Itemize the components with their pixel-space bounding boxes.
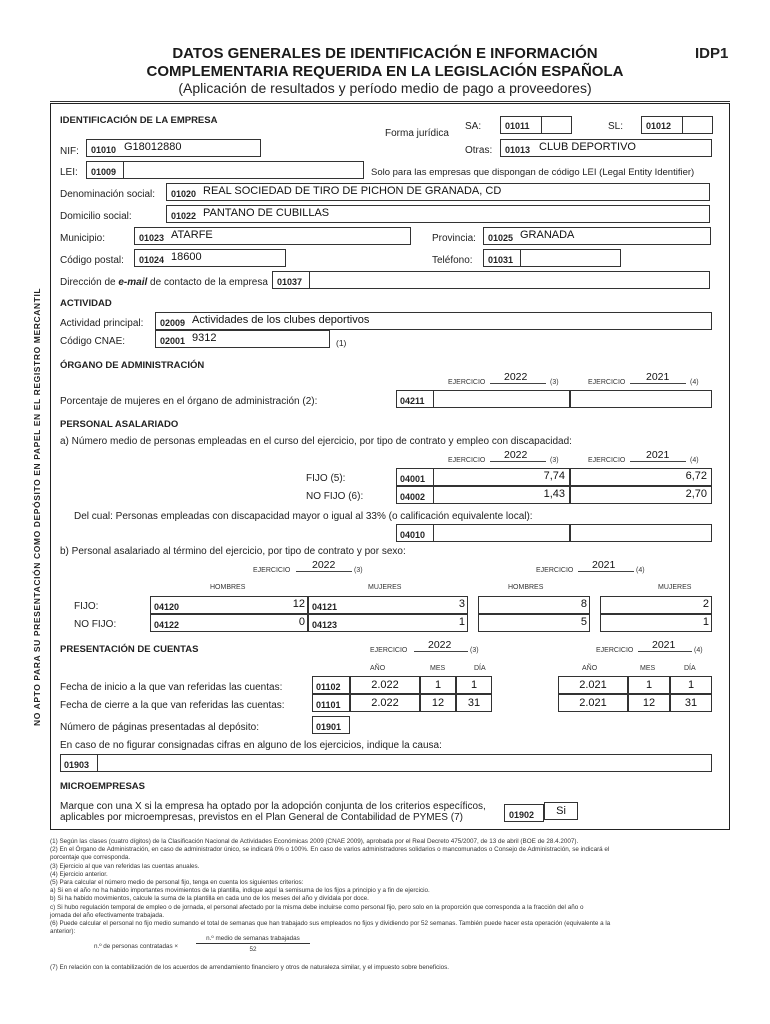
discapacidad-field-2021[interactable] [570, 524, 712, 542]
otras-value: CLUB DEPORTIVO [539, 141, 636, 153]
micro-line-1: Marque con una X si la empresa ha optado por la adopción conjunta de los criterios específicos, [60, 801, 486, 812]
fijo-value-2022: 7,74 [543, 470, 565, 482]
sl-label: SL: [608, 121, 624, 132]
section-actividad: ACTIVIDAD [60, 298, 112, 309]
cuentas-mes-1: MES [430, 665, 446, 672]
nofijo-value-2021: 2,70 [685, 488, 707, 500]
footnote-6-cont: anterior): [50, 928, 76, 936]
b-mujeres-header-1: MUJERES [368, 584, 402, 591]
email-field[interactable] [272, 271, 710, 289]
b-nofijo-m-2022: 1 [458, 616, 465, 628]
cuentas-anio-2: AÑO [582, 665, 598, 672]
cuentas-ej1: 2022 [428, 639, 452, 651]
mujeres-field-2021[interactable] [570, 390, 712, 408]
b-fijo-m-2022: 3 [458, 598, 465, 610]
cp-value: 18600 [171, 251, 202, 263]
organo-ej2-line [630, 383, 686, 384]
cuentas-ejercicio-label-2: EJERCICIO [596, 647, 634, 654]
personal-a-label: a) Número medio de personas empleadas en el curso del ejercicio, por tipo de contrato y empleo con discapacidad: [60, 436, 572, 447]
personal-ej1-note: (3) [550, 457, 559, 464]
cnae-note: (1) [336, 338, 347, 348]
personal-ej2-note: (4) [690, 457, 699, 464]
nofijo-label: NO FIJO (6): [306, 491, 364, 502]
fecha-cierre-code: 01101 [316, 700, 341, 710]
denominacion-field[interactable] [166, 183, 710, 201]
mujeres-code: 04211 [400, 396, 425, 406]
sa-label: SA: [465, 121, 482, 132]
cuentas-ej2: 2021 [652, 639, 676, 651]
municipio-label: Municipio: [60, 233, 106, 244]
organo-ejercicio-label-1: EJERCICIO [448, 379, 486, 386]
organo-ej2: 2021 [646, 371, 670, 383]
b-hombres-header-1: HOMBRES [210, 584, 246, 591]
footnote-5a: a) Si en el año no ha habido importantes movimientos de la plantilla, indique aquí la semisuma de los fijos a principio y a fin de ejercicio. [50, 887, 430, 895]
fijo-label: FIJO (5): [306, 473, 346, 484]
municipio-code: 01023 [139, 233, 165, 243]
nofijo-code: 04002 [400, 492, 426, 502]
footnote-4: (4) Ejercicio anterior. [50, 870, 108, 878]
section-organo: ÓRGANO DE ADMINISTRACIÓN [60, 360, 205, 371]
sa-field[interactable] [500, 116, 572, 134]
section-cuentas: PRESENTACIÓN DE CUENTAS [60, 644, 199, 655]
footnote-1: (1) Según las clases (cuatro dígitos) de la Clasificación Nacional de Actividades Económicas 2009 (CNAE 2009), aprobada por el Real Decreto 475/2007, de 13 de abril (BOE de 28.4.2007). [50, 838, 579, 845]
section-microempresas: MICROEMPRESAS [60, 781, 145, 792]
cnae-code: 02001 [160, 336, 186, 346]
b-ej1: 2022 [312, 559, 336, 571]
fecha-cierre-dia-2021[interactable]: 31 [670, 694, 712, 712]
cuentas-ej1-line [414, 651, 468, 652]
header-divider [50, 101, 730, 102]
discapacidad-field-2022[interactable] [396, 524, 570, 542]
b-nofijo-h-code: 04122 [154, 620, 180, 630]
fecha-cierre-label: Fecha de cierre a la que van referidas las cuentas: [60, 700, 285, 711]
causa-label: En caso de no figurar consignadas cifras en alguno de los ejercicios, indique la causa: [60, 740, 442, 751]
organo-ej1: 2022 [504, 371, 528, 383]
cp-code: 01024 [139, 255, 165, 265]
fecha-inicio-dia-2022[interactable]: 1 [456, 676, 492, 694]
provincia-field[interactable] [483, 227, 711, 245]
domicilio-field[interactable] [166, 205, 710, 223]
cp-field[interactable] [134, 249, 286, 267]
actividad-code: 02009 [160, 318, 186, 328]
fecha-cierre-dia-2022[interactable]: 31 [456, 694, 492, 712]
b-fijo-label: FIJO: [74, 601, 99, 612]
fecha-cierre-mes-2021[interactable]: 12 [628, 694, 670, 712]
provincia-code: 01025 [488, 233, 514, 243]
fecha-inicio-label: Fecha de inicio a la que van referidas las cuentas: [60, 682, 283, 693]
nofijo-value-2022: 1,43 [543, 488, 565, 500]
cuentas-dia-1: DÍA [474, 665, 486, 672]
municipio-field[interactable] [134, 227, 411, 245]
b-ej1-note: (3) [354, 567, 363, 574]
title-line-1: DATOS GENERALES DE IDENTIFICACIÓN E INFORMACIÓN [172, 45, 598, 62]
fecha-inicio-anio-2022[interactable]: 2.022 [350, 676, 420, 694]
b-ejercicio-label-1: EJERCICIO [253, 567, 291, 574]
fecha-inicio-code-box [312, 676, 350, 694]
b-fijo-m-code: 04121 [312, 602, 338, 612]
footnote-5c-cont: jornada del año efectivamente trabajada. [50, 911, 165, 919]
footnote-2: (2) En el Órgano de Administración, en caso de administrador único, se indicará 0% o 100%. En caso de varios administradores solidarios o mancomunados o Consejo de Administración, se indicará el [50, 846, 610, 854]
b-ej2: 2021 [592, 559, 616, 571]
sl-field[interactable] [641, 116, 713, 134]
organo-ej1-note: (3) [550, 379, 559, 386]
side-disclaimer: NO APTO PARA SU PRESENTACIÓN COMO DEPÓSITO EN PAPEL EN EL REGISTRO MERCANTIL [32, 287, 42, 726]
paginas-field[interactable] [312, 716, 350, 734]
b-nofijo-mujeres-2022[interactable] [308, 614, 468, 632]
email-code: 01037 [277, 277, 303, 287]
cuentas-ej2-line [638, 651, 692, 652]
otras-label: Otras: [465, 145, 493, 156]
nif-value: G18012880 [124, 141, 182, 153]
fijo-code: 04001 [400, 474, 426, 484]
fecha-inicio-mes-2022[interactable]: 1 [420, 676, 456, 694]
personal-ej2-line [630, 461, 686, 462]
actividad-label: Actividad principal: [60, 318, 144, 329]
causa-code: 01903 [64, 760, 90, 770]
personal-ejercicio-label-1: EJERCICIO [448, 457, 486, 464]
footnote-3: (3) Ejercicio al que van referidas las cuentas anuales. [50, 862, 200, 870]
otras-field[interactable] [500, 139, 712, 157]
mujeres-label: Porcentaje de mujeres en el órgano de administración (2): [60, 396, 318, 407]
telefono-field[interactable] [483, 249, 621, 267]
b-mujeres-header-2: MUJERES [658, 584, 692, 591]
fecha-cierre-code-box [312, 694, 350, 712]
footnote-5c: c) Si hubo regulación temporal de empleo o de jornada, el personal afectado por la misma debe incluirse como personal fijo, pero solo en la proporción que corresponda a la fracción del año o [50, 903, 584, 911]
form-id: IDP1 [695, 45, 729, 62]
lei-code: 01009 [91, 167, 117, 177]
b-ejercicio-label-2: EJERCICIO [536, 567, 574, 574]
nofijo-field-2022[interactable] [396, 486, 570, 504]
cuentas-ejercicio-label-1: EJERCICIO [370, 647, 408, 654]
micro-value: Si [556, 805, 566, 817]
domicilio-label: Domicilio social: [60, 211, 132, 222]
fijo-value-2021: 6,72 [685, 470, 707, 482]
b-hombres-header-2: HOMBRES [508, 584, 544, 591]
micro-line-2: aplicables por microempresas, previstos en el Plan General de Contabilidad de PYMES (7) [60, 812, 463, 823]
denominacion-label: Denominación social: [60, 189, 156, 200]
personal-ejercicio-label-2: EJERCICIO [588, 457, 626, 464]
section-identificacion: IDENTIFICACIÓN DE LA EMPRESA [60, 115, 218, 126]
b-fijo-h-2021: 8 [580, 598, 587, 610]
title-line-2: COMPLEMENTARIA REQUERIDA EN LA LEGISLACIÓN ESPAÑOLA [146, 63, 624, 80]
footnote-6: (6) Puede calcular el personal no fijo medio sumando el total de semanas que han trabajado sus empleados no fijos y dividiendo por 52 semanas. También puede hacer esta operación (equivalente a la [50, 920, 611, 928]
organo-ej1-line [490, 383, 546, 384]
provincia-label: Provincia: [432, 233, 476, 244]
fecha-cierre-anio-2022[interactable]: 2.022 [350, 694, 420, 712]
b-nofijo-m-2021: 1 [702, 616, 709, 628]
lei-note: Solo para las empresas que dispongan de código LEI (Legal Entity Identifier) [371, 167, 695, 178]
micro-code: 01902 [509, 810, 535, 820]
forma-juridica-label: Forma jurídica [385, 128, 449, 139]
nofijo-field-2021[interactable] [570, 486, 712, 504]
micro-checkbox[interactable] [544, 802, 578, 820]
b-nofijo-label: NO FIJO: [74, 619, 117, 630]
email-label: Dirección de e-mail de contacto de la empresa [60, 277, 268, 288]
formula-denominator: 52 [249, 946, 257, 953]
b-ej2-line [578, 571, 634, 572]
domicilio-code: 01022 [171, 211, 197, 221]
actividad-field[interactable] [155, 312, 712, 330]
mujeres-field-2022[interactable] [396, 390, 570, 408]
b-nofijo-mujeres-2021[interactable] [600, 614, 712, 632]
fijo-field-2022[interactable] [396, 468, 570, 486]
cnae-label: Código CNAE: [60, 336, 126, 347]
fecha-cierre-anio-2021[interactable]: 2.021 [558, 694, 628, 712]
micro-code-box [504, 804, 544, 822]
footnotes [50, 838, 730, 936]
formula-numerator: n.º medio de semanas trabajadas [196, 935, 310, 944]
b-fijo-mujeres-2022[interactable] [308, 596, 468, 614]
sa-code: 01011 [505, 121, 530, 131]
cuentas-anio-1: AÑO [370, 665, 386, 672]
b-fijo-h-code: 04120 [154, 602, 180, 612]
b-nofijo-h-2021: 5 [580, 616, 587, 628]
b-nofijo-hombres-2022[interactable] [150, 614, 308, 632]
b-fijo-hombres-2021[interactable] [478, 596, 590, 614]
cuentas-dia-2: DÍA [684, 665, 696, 672]
provincia-value: GRANADA [520, 229, 575, 241]
formula-lhs: n.º de personas contratadas × [94, 943, 179, 950]
organo-ejercicio-label-2: EJERCICIO [588, 379, 626, 386]
b-nofijo-m-code: 04123 [312, 620, 338, 630]
cp-label: Código postal: [60, 255, 124, 266]
discapacidad-code: 04010 [400, 530, 426, 540]
footnote-5b: b) Si ha habido movimientos, calcule la suma de la plantilla en cada uno de los meses del año y divídala por doce. [50, 895, 369, 903]
lei-field[interactable] [86, 161, 364, 179]
cuentas-ej2-note: (4) [694, 647, 703, 654]
municipio-value: ATARFE [171, 229, 213, 241]
b-fijo-hombres-2022[interactable] [150, 596, 308, 614]
discapacidad-label: Del cual: Personas empleadas con discapacidad mayor o igual al 33% (o calificación equivalente local): [74, 511, 533, 522]
nif-field[interactable] [86, 139, 261, 157]
section-personal: PERSONAL ASALARIADO [60, 419, 179, 430]
fecha-inicio-anio-2021[interactable]: 2.021 [558, 676, 628, 694]
b-nofijo-h-2022: 0 [298, 616, 305, 628]
paginas-label: Número de páginas presentadas al depósito: [60, 722, 260, 733]
b-nofijo-hombres-2021[interactable] [478, 614, 590, 632]
b-ej1-line [296, 571, 352, 572]
personal-b-label: b) Personal asalariado al término del ejercicio, por tipo de contrato y por sexo: [60, 546, 406, 557]
fecha-inicio-code: 01102 [316, 682, 341, 692]
otras-code: 01013 [505, 145, 531, 155]
personal-ej1-line [490, 461, 546, 462]
actividad-value: Actividades de los clubes deportivos [192, 314, 370, 326]
personal-ej1: 2022 [504, 449, 528, 461]
footnote-2b: porcentaje que corresponda. [50, 854, 131, 862]
fecha-inicio-mes-2021[interactable]: 1 [628, 676, 670, 694]
subtitle: (Aplicación de resultados y período medio de pago a proveedores) [178, 80, 592, 96]
fijo-field-2021[interactable] [570, 468, 712, 486]
domicilio-value: PANTANO DE CUBILLAS [203, 207, 330, 219]
personal-ej2: 2021 [646, 449, 670, 461]
paginas-code: 01901 [316, 722, 342, 732]
fecha-inicio-dia-2021[interactable]: 1 [670, 676, 712, 694]
telefono-label: Teléfono: [432, 255, 473, 266]
cnae-field[interactable] [155, 330, 330, 348]
cnae-value: 9312 [192, 332, 217, 344]
cuentas-ej1-note: (3) [470, 647, 479, 654]
cuentas-mes-2: MES [640, 665, 656, 672]
organo-ej2-note: (4) [690, 379, 699, 386]
causa-field[interactable] [60, 754, 712, 772]
fecha-cierre-mes-2022[interactable]: 12 [420, 694, 456, 712]
denominacion-code: 01020 [171, 189, 197, 199]
nif-code: 01010 [91, 145, 117, 155]
footnote-7: (7) En relación con la contabilización de los acuerdos de arrendamiento financiero y otros de naturaleza similar, y el impuesto sobre beneficios. [50, 964, 450, 971]
footnote-5: (5) Para calcular el número medio de personal fijo, tenga en cuenta los siguientes criterios: [50, 879, 304, 887]
b-ej2-note: (4) [636, 567, 645, 574]
lei-label: LEI: [60, 167, 78, 178]
b-fijo-mujeres-2021[interactable] [600, 596, 712, 614]
b-fijo-m-2021: 2 [702, 598, 709, 610]
sl-code: 01012 [646, 121, 672, 131]
telefono-code: 01031 [488, 255, 514, 265]
b-fijo-h-2022: 12 [292, 598, 305, 610]
nif-label: NIF: [60, 146, 79, 157]
denominacion-value: REAL SOCIEDAD DE TIRO DE PICHON DE GRANADA, CD [203, 185, 502, 197]
